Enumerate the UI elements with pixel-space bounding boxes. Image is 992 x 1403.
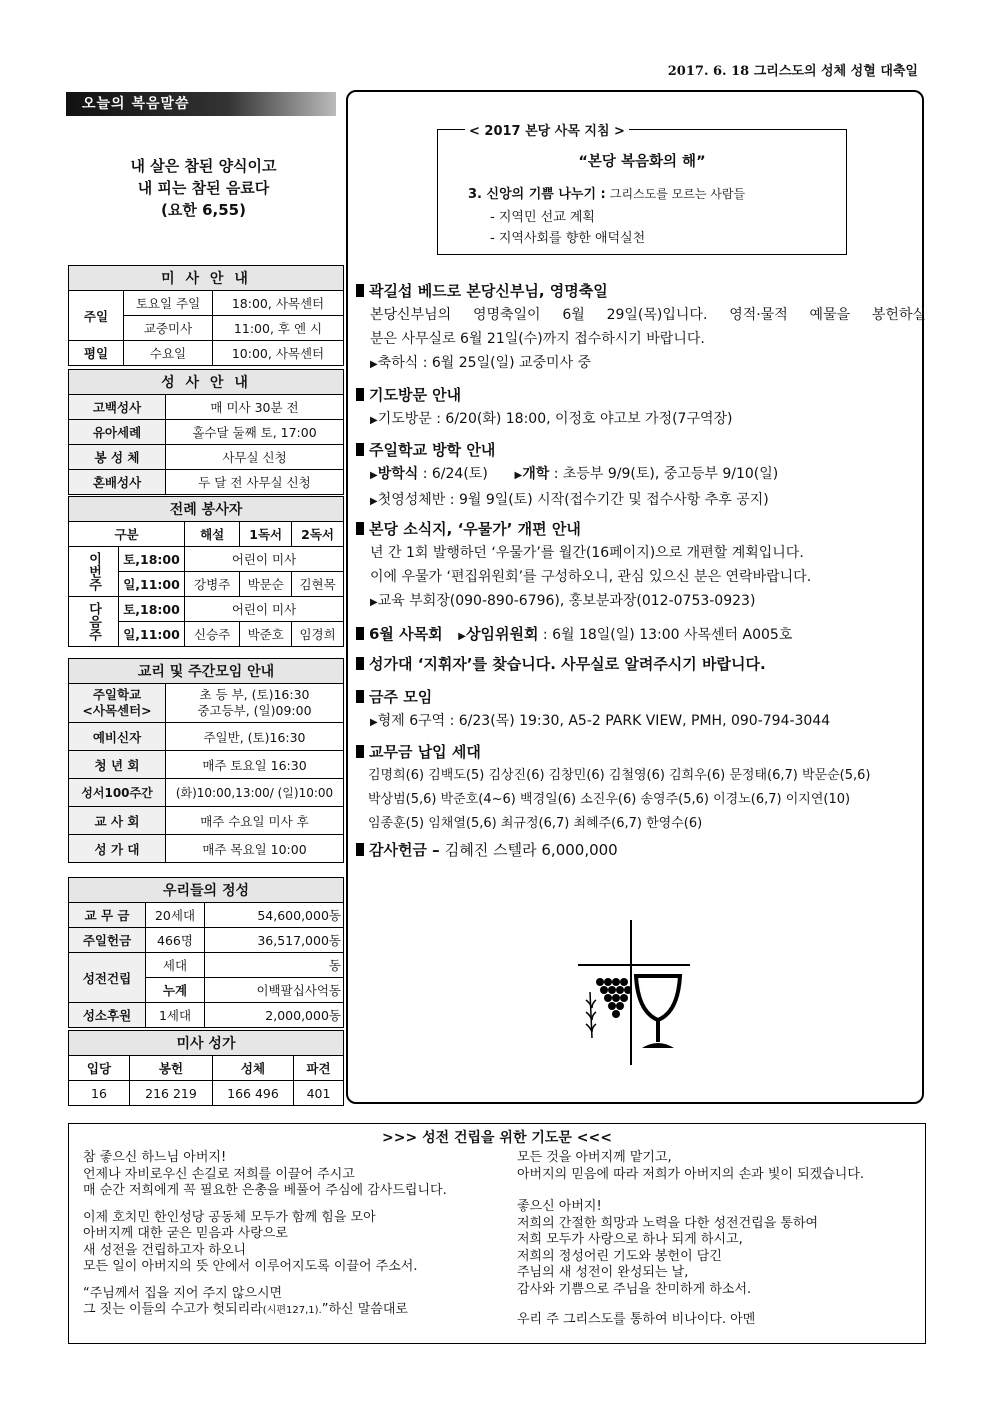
sacrament-value: 매 미사 30분 전 [166,395,344,420]
section-heading [356,383,926,407]
gospel-heading [66,92,336,116]
sacrament-value: 두 달 전 사무실 신청 [166,470,344,495]
building-total-label: 누계 [146,978,205,1003]
offering-amount: 54,600,000동 [205,903,344,928]
section-text: 이에 우물가 ‘편집위원회’를 구성하오니, 관심 있으신 분은 연락바랍니다. [370,569,812,585]
offering-count: 466명 [146,928,205,953]
section-item [356,488,926,514]
section-heading [356,838,926,862]
hymn-value: 216 219 [130,1081,213,1106]
servers-col: 구분 [69,522,185,547]
servers-heading: 전례 봉사자 [69,497,344,522]
pastoral-guide-title: < 2017 본당 사목 지침 > [465,120,629,139]
building-amount: 동 [205,953,344,978]
offering-label: 교 무 금 [69,903,146,928]
group-label: 청 년 회 [69,751,166,779]
servers-value: 김현목 [292,572,344,597]
section-text: 임종훈(5) 임채열(5,6) 최규정(6,7) 최혜주(6,7) 한영수(6) [368,816,703,831]
guide-item: - 지역사회를 향한 애덕실천 [490,231,646,246]
item-text: : 6/24(토) [418,466,488,482]
section-title: 6월 사목회 [369,625,443,643]
prayer-line: 좋으신 아버지! [517,1199,602,1214]
weekday-label: 평일 [69,341,124,366]
hymn-col: 성체 [213,1056,294,1081]
servers-value: 박준호 [240,622,292,647]
prayer-gap [517,1183,917,1193]
triangle-bullet-icon: ▶ [514,470,523,481]
prayer-line: 우리 주 그리스도를 통하여 비나이다. 아멘 [517,1312,756,1327]
hymns-heading: 미사 성가 [69,1031,344,1056]
section-text: 본당신부님의 영명축일이 6월 29일(목)입니다. 영적·물적 예물을 봉헌하실 [370,307,926,323]
section-heading [356,438,926,462]
offering-label: 주일헌금 [69,928,146,953]
offering-heading: 우리들의 정성 [69,878,344,903]
pastoral-guide-point [468,183,745,202]
prayer-line: 모든 일이 아버지의 뜻 안에서 이루어지도록 이끌어 주소서. [83,1259,418,1274]
prayer-line: 새 성전을 건립하고자 하오니 [83,1242,247,1258]
section-text: 분은 사무실로 6월 21일(수)까지 접수하시기 바랍니다. [370,331,705,347]
section-text: 년 간 1회 발행하던 ‘우물가’를 월간(16페이지)으로 개편할 계획입니다. [370,545,804,561]
hymn-col: 봉헌 [130,1056,213,1081]
group-label-line: 주일학교 [92,687,142,702]
building-label: 성전건립 [69,953,146,1003]
group-value: 매주 목요일 10:00 [166,835,344,863]
mass-name: 교중미사 [124,316,213,341]
section-title: 감사헌금 – [369,841,445,859]
group-value: (화)10:00,13:00/ (일)10:00 [166,779,344,807]
triangle-bullet-icon: ▶ [370,359,378,370]
servers-value: 신승주 [185,622,240,647]
item-label: 개학 [522,466,550,482]
section-text: : 6월 18일(일) 13:00 사목센터 A005호 [538,627,793,643]
servers-value: 강병주 [185,572,240,597]
triangle-bullet-icon: ▶ [370,415,378,426]
prayer-gap [517,1298,917,1308]
group-label: 성 가 대 [69,835,166,863]
prayer-right-column [517,1150,917,1329]
section-title: 곽길섭 베드로 본당신부님, 영명축일 [369,282,608,300]
section-item [356,589,926,615]
section-item [356,351,926,377]
sacrament-label: 혼배성사 [69,470,166,495]
servers-value: 어린이 미사 [185,597,344,622]
section-heading [356,279,926,303]
gospel-line: 내 피는 참된 음료다 [137,179,270,197]
prayer-line: 언제나 자비로우신 손길로 저희를 이끌어 주시고 [83,1166,355,1182]
prayer-line: 모든 것을 아버지께 맡기고, [517,1150,672,1165]
sunday-label: 주일 [69,291,124,341]
servers-table [68,496,344,647]
prayer-line: 주님의 새 성전이 완성되는 날, [517,1265,689,1280]
sacrament-table [68,369,344,495]
section-title: 금주 모임 [369,688,433,706]
bullet-square-icon [356,690,364,703]
prayer-line: 감사와 기쁨으로 주님을 찬미하게 하소서. [517,1281,752,1297]
pastoral-guide-theme: “본당 복음화의 해” [578,154,706,170]
group-value: 매주 토요일 16:30 [166,751,344,779]
section-item [356,407,926,433]
section-feast [356,279,926,377]
group-label: 성서100주간 [69,779,166,807]
guide-item: - 지역민 선교 계획 [490,210,595,225]
section-title: 주일학교 방학 안내 [369,441,496,459]
building-total: 이백팔십사억동 [205,978,344,1003]
section-heading [356,740,926,764]
this-week-label: 이번주 [69,547,119,597]
mass-table [68,265,344,366]
triangle-bullet-icon: ▶ [370,597,378,608]
mass-time: 10:00, 사목센터 [213,341,344,366]
next-week-label: 다음주 [69,597,119,647]
bullet-square-icon [356,284,364,297]
item-text: 축하식 : 6월 25일(일) 교중미사 중 [377,355,592,371]
building-count: 세대 [146,953,205,978]
prayer-line: 아버지의 믿음에 따라 저희가 아버지의 손과 빛이 되겠습니다. [517,1166,865,1182]
sacrament-label: 고백성사 [69,395,166,420]
section-text: 김명희(6) 김백도(5) 김상진(6) 김창민(6) 김철영(6) 김희우(6) 문정태(6,7) 박문순(5,6) [368,768,871,783]
item-label: 방학식 [377,466,419,482]
mass-heading: 미 사 안 내 [69,266,344,291]
section-title: 기도방문 안내 [369,386,462,404]
hymn-col: 파견 [294,1056,344,1081]
hymn-value: 166 496 [213,1081,294,1106]
triangle-bullet-icon: ▶ [458,631,466,642]
prayer-line: 참 좋으신 하느님 아버지! [83,1150,227,1165]
groups-table [68,658,344,863]
section-prayer-visit [356,383,926,433]
gospel-verse [66,155,341,221]
point-sub: 그리스도를 모르는 사람들 [609,187,746,201]
prayer-gap [83,1276,513,1286]
section-title: 교무금 납입 세대 [369,743,481,761]
section-school-break [356,438,926,514]
servers-col: 해설 [185,522,240,547]
sacrament-value: 홀수달 둘째 토, 17:00 [166,420,344,445]
prayer-line: 이제 호치민 한인성당 공동체 모두가 함께 힘을 모아 [83,1209,376,1225]
servers-value: 어린이 미사 [185,547,344,572]
section-subtitle: 상임위원회 [466,625,539,643]
section-council [356,622,926,649]
mass-time: 18:00, 사목센터 [213,291,344,316]
triangle-bullet-icon: ▶ [370,470,378,481]
group-label: 교 사 회 [69,807,166,835]
prayer-line: “주님께서 집을 지어 주지 않으시면 [83,1285,283,1301]
group-label [69,684,166,723]
groups-heading: 교리 및 주간모임 안내 [69,659,344,684]
bullet-square-icon [356,522,364,535]
item-text: : 초등부 9/9(토), 중고등부 9/10(일) [549,466,779,482]
prayer-line: 저희 모두가 사랑으로 하나 되게 하시고, [517,1232,743,1247]
hymn-value: 16 [69,1081,130,1106]
group-label: 예비신자 [69,723,166,751]
group-value-line: 중고등부, (일)09:00 [197,703,312,718]
servers-time: 일,11:00 [119,572,185,597]
triangle-bullet-icon: ▶ [370,717,378,728]
sacrament-value: 사무실 신청 [166,445,344,470]
hymn-value: 401 [294,1081,344,1106]
section-heading [356,517,926,541]
item-text: 형제 6구역 : 6/23(목) 19:30, A5-2 PARK VIEW, PMH, 090-794-3044 [377,713,831,729]
support-count: 1세대 [146,1003,205,1028]
issue-date: 2017. 6. 18 그리스도의 성체 성혈 대축일 [667,64,918,79]
item-text: 첫영성체반 : 9월 9일(토) 시작(접수기간 및 접수사항 추후 공지) [377,492,769,508]
offering-count: 20세대 [146,903,205,928]
bullet-square-icon [356,443,364,456]
bullet-square-icon [356,843,364,856]
gospel-line: 내 살은 참된 양식이고 [130,157,277,175]
group-label-line: <사목센터> [82,703,152,718]
group-value: 매주 수요일 미사 후 [166,807,344,835]
item-text: 교육 부회장(090-890-6796), 홍보분과장(012-0753-0923) [377,593,756,609]
prayer-line: 저희의 정성어린 기도와 봉헌이 담긴 [517,1248,722,1264]
section-dues [356,740,926,836]
group-value-line: 초 등 부, (토)16:30 [199,687,310,702]
section-text: 김혜진 스텔라 6,000,000 [444,841,618,859]
group-value: 주일반, (토)16:30 [166,723,344,751]
sacrament-label: 유아세례 [69,420,166,445]
hymn-col: 입당 [69,1056,130,1081]
mass-time: 11:00, 후 엔 시 [213,316,344,341]
eucharist-emblem-icon [578,920,690,1065]
section-heading [356,652,926,676]
section-newsletter [356,517,926,615]
prayer-text: 그 짓는 이들의 수고가 헛되리라 [83,1302,263,1317]
prayer-left-column [83,1150,513,1320]
mass-name: 토요일 주일 [124,291,213,316]
section-heading [356,685,926,709]
servers-time: 토,18:00 [119,547,185,572]
section-thanks-offering [356,838,926,862]
support-label: 성소후원 [69,1003,146,1028]
point-title: 3. 신앙의 기쁨 나누기 : [468,187,606,202]
mass-name: 수요일 [124,341,213,366]
section-text: 박상범(5,6) 박준호(4~6) 백경일(6) 소진우(6) 송영주(5,6) 이경노(6,7) 이지연(10) [368,792,851,807]
item-text: 기도방문 : 6/20(화) 18:00, 이정호 야고보 가정(7구역장) [377,411,733,427]
servers-time: 일,11:00 [119,622,185,647]
prayer-line: 아버지께 대한 굳은 믿음과 사랑으로 [83,1226,288,1241]
prayer-line: 저희의 간절한 희망과 노력을 다한 성전건립을 통하여 [517,1215,819,1231]
bullet-square-icon [356,745,364,758]
section-heading [356,622,926,649]
sacrament-heading: 성 사 안 내 [69,370,344,395]
servers-value: 박문순 [240,572,292,597]
section-meetings [356,685,926,735]
section-title: 성가대 ‘지휘자’를 찾습니다. 사무실로 알려주시기 바랍니다. [369,655,766,673]
bullet-square-icon [356,627,364,640]
section-choir [356,652,926,676]
prayer-text: ”하신 말씀대로 [321,1302,408,1317]
offering-amount: 36,517,000동 [205,928,344,953]
servers-value: 임경희 [292,622,344,647]
psalm-reference: (시편127,1). [262,1305,322,1316]
sacrament-label: 봉 성 체 [69,445,166,470]
prayer-line [83,1302,513,1320]
prayer-title: >>> 성전 건립을 위한 기도문 <<< [382,1130,612,1146]
gospel-reference: (요한 6,55) [161,201,246,219]
servers-time: 토,18:00 [119,597,185,622]
section-title: 본당 소식지, ‘우물가’ 개편 안내 [369,520,581,538]
servers-col: 1독서 [240,522,292,547]
offering-table [68,877,344,1028]
section-item [356,709,926,735]
group-value [166,684,344,723]
prayer-line: 매 순간 저희에게 꼭 필요한 은총을 베풀어 주심에 감사드립니다. [83,1183,447,1198]
servers-col: 2독서 [292,522,344,547]
triangle-bullet-icon: ▶ [370,496,378,507]
bullet-square-icon [356,657,364,670]
support-amount: 2,000,000동 [205,1003,344,1028]
hymns-table [68,1030,344,1106]
section-item [356,462,926,488]
gospel-heading-text: 오늘의 복음말씀 [82,96,190,112]
prayer-gap [83,1200,513,1210]
bullet-square-icon [356,388,364,401]
